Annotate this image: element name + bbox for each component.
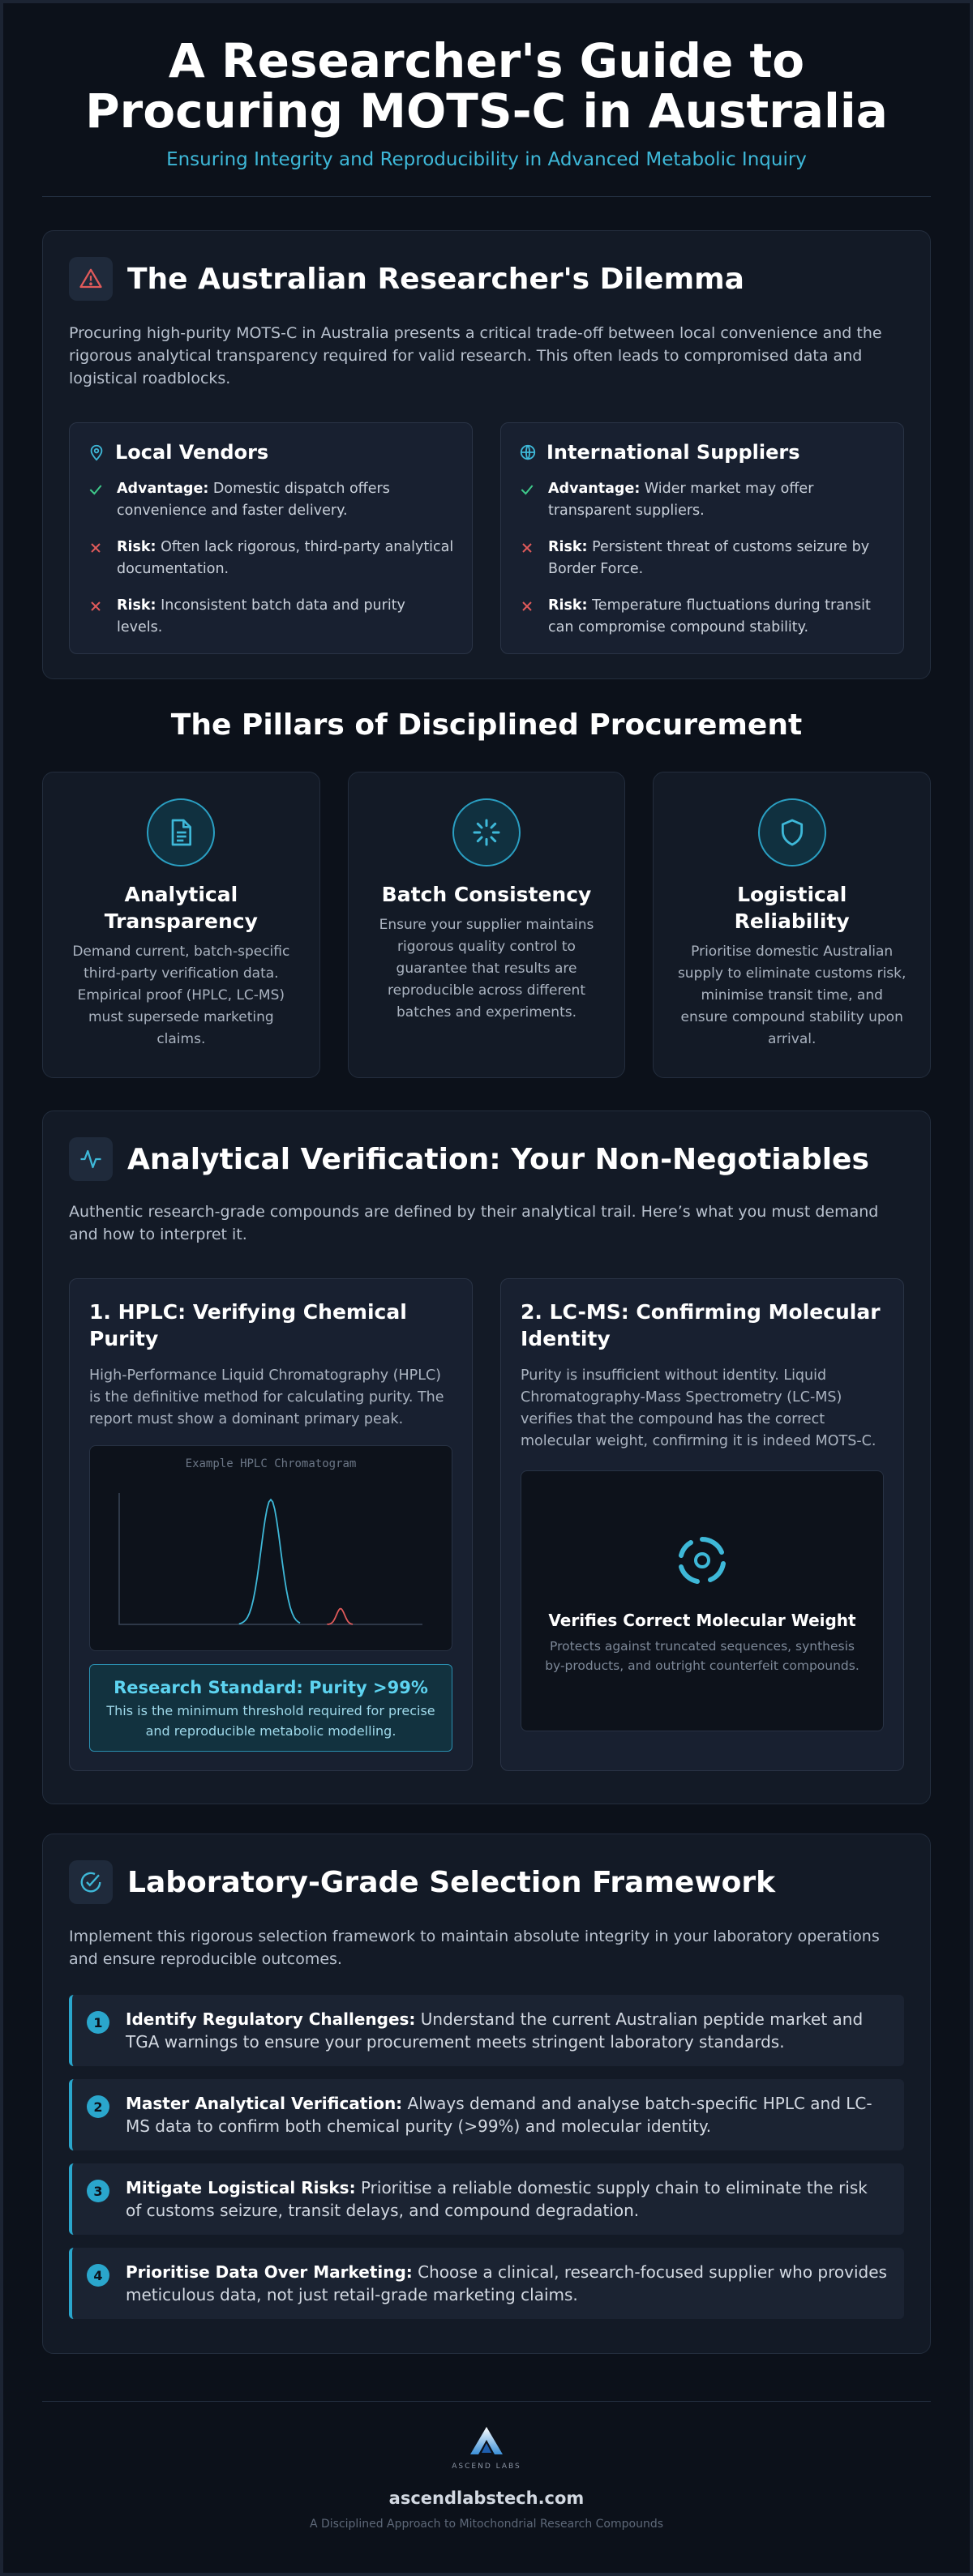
- pillar-text: Prioritise domestic Australian supply to eliminate customs risk, minimise transit time, and ensure compound stability upon arrival.: [677, 944, 907, 1047]
- lcms-title: 2. LC-MS: Confirming Molecular Identity: [521, 1300, 881, 1350]
- research-standard-title: Research Standard: Purity >99%: [114, 1678, 428, 1697]
- pillar-card: [42, 772, 320, 1078]
- step-label: Mitigate Logistical Risks:: [126, 2178, 356, 2197]
- page-title: [42, 33, 931, 139]
- step-number: 2: [87, 2095, 109, 2118]
- page-title-line1: A Researcher's Guide to: [168, 33, 805, 88]
- item-text: Often lack rigorous, third-party analytical documentation.: [117, 539, 454, 577]
- pillar-title: Logistical Reliability: [734, 883, 850, 933]
- analytical-intro: Authentic research-grade compounds are defined by their analytical trail. Here’s what you must demand and how to interpret it.: [69, 1203, 879, 1243]
- hplc-text: High-Performance Liquid Chromatography (HPLC) is the definitive method for calculating purity. The report must show a dominant primary peak.: [89, 1367, 444, 1427]
- close-icon: [88, 595, 117, 639]
- molecular-weight-title: Verifies Correct Molecular Weight: [548, 1611, 856, 1630]
- pillar-card: [348, 772, 626, 1078]
- item-text: Wider market may offer transparent suppliers.: [548, 481, 814, 519]
- international-suppliers-card: [500, 422, 904, 654]
- framework-title: Laboratory-Grade Selection Framework: [127, 1865, 776, 1899]
- check-icon: [88, 478, 117, 522]
- analytical-title: Analytical Verification: Your Non-Negotiables: [127, 1142, 869, 1176]
- step-text: Always demand and analyse batch-specific HPLC and LC-MS data to confirm both chemical purity (>99%) and molecular identity.: [126, 2094, 872, 2136]
- pillar-title: Batch Consistency: [381, 883, 592, 906]
- pillar-text: Demand current, batch-specific third-party verification data. Empirical proof (HPLC, LC-MS) must supersede marketing claims.: [72, 944, 290, 1047]
- item-label: Advantage:: [117, 481, 209, 497]
- primary-peak: [240, 1500, 300, 1624]
- footer-divider: [42, 2401, 931, 2402]
- list-item: [519, 595, 885, 639]
- hplc-title: 1. HPLC: Verifying Chemical Purity: [89, 1300, 407, 1350]
- framework-steps: [69, 1995, 904, 2319]
- page-footer: [42, 2425, 931, 2531]
- globe-icon: [519, 443, 537, 461]
- page-subtitle: Ensuring Integrity and Reproducibility in Advanced Metabolic Inquiry: [166, 149, 807, 170]
- item-label: Risk:: [548, 539, 588, 555]
- item-label: Risk:: [117, 539, 156, 555]
- dilemma-title: The Australian Researcher's Dilemma: [127, 262, 744, 296]
- international-suppliers-title: International Suppliers: [547, 441, 800, 464]
- list-item: [69, 2248, 904, 2319]
- close-icon: [519, 537, 548, 580]
- site-link[interactable]: ascendlabstech.com: [388, 2488, 585, 2508]
- document-icon: [147, 798, 215, 867]
- list-item: [88, 595, 454, 639]
- hplc-chart: [89, 1445, 452, 1651]
- list-item: [88, 537, 454, 580]
- footer-tagline: A Disciplined Approach to Mitochondrial Research Compounds: [309, 2518, 664, 2531]
- pillars-row: [42, 772, 931, 1078]
- pillars-title: The Pillars of Disciplined Procurement: [170, 708, 803, 742]
- step-label: Identify Regulatory Challenges:: [126, 2009, 416, 2029]
- close-icon: [519, 595, 548, 639]
- item-text: Persistent threat of customs seizure by Border Force.: [548, 539, 870, 577]
- item-label: Risk:: [117, 597, 156, 614]
- step-label: Prioritise Data Over Marketing:: [126, 2262, 413, 2282]
- item-label: Advantage:: [548, 481, 641, 497]
- activity-icon: [69, 1137, 113, 1181]
- shield-icon: [758, 798, 826, 867]
- loader-icon: [452, 798, 521, 867]
- step-label: Master Analytical Verification:: [126, 2094, 403, 2113]
- molecular-weight-text: Protects against truncated sequences, synthesis by-products, and outright counterfeit compounds.: [545, 1639, 859, 1673]
- header-divider: [42, 196, 931, 197]
- step-text: Choose a clinical, research-focused supplier who provides meticulous data, not just retail-grade marketing claims.: [126, 2262, 887, 2304]
- chart-title: Example HPLC Chromatogram: [185, 1457, 357, 1470]
- local-vendors-card: [69, 422, 473, 654]
- local-vendors-title: Local Vendors: [115, 441, 269, 464]
- analytical-section: [42, 1110, 931, 1804]
- list-item: [519, 478, 885, 522]
- ascend-labs-logo: [464, 2425, 509, 2458]
- list-item: [69, 2163, 904, 2235]
- pillar-card: [653, 772, 931, 1078]
- step-number: 1: [87, 2011, 109, 2034]
- step-text: Understand the current Australian peptide market and TGA warnings to ensure your procurement meets stringent laboratory standards.: [126, 2009, 864, 2052]
- page-title-line2: Procuring MOTS-C in Australia: [85, 83, 888, 139]
- map-pin-icon: [88, 443, 105, 461]
- step-number: 4: [87, 2264, 109, 2287]
- impurity-peak: [328, 1609, 353, 1624]
- lcms-text: Purity is insufficient without identity. Liquid Chromatography-Mass Spectrometry (LC-MS) verifies that the compound has the correct molecular weight, confirming it is indeed MOTS-C.: [521, 1367, 877, 1449]
- list-item: [69, 1995, 904, 2066]
- list-item: [519, 537, 885, 580]
- dilemma-section: [42, 230, 931, 679]
- item-text: Domestic dispatch offers convenience and faster delivery.: [117, 481, 390, 519]
- item-text: Temperature fluctuations during transit can compromise compound stability.: [548, 597, 871, 635]
- research-standard-box: [89, 1664, 452, 1752]
- framework-intro: Implement this rigorous selection framework to maintain absolute integrity in your laboratory operations and ensure reproducible outcomes.: [69, 1928, 880, 1968]
- list-item: [88, 478, 454, 522]
- molecular-weight-box: [521, 1470, 884, 1731]
- framework-section: [42, 1834, 931, 2354]
- chart-axis: [119, 1493, 422, 1624]
- step-text: Prioritise a reliable domestic supply chain to eliminate the risk of customs seizure, transit delays, and compound degradation.: [126, 2178, 868, 2220]
- pillar-title: Analytical Transparency: [104, 883, 258, 933]
- page-header: [42, 33, 931, 170]
- hplc-chart-svg: [90, 1446, 452, 1650]
- item-label: Risk:: [548, 597, 588, 614]
- close-icon: [88, 537, 117, 580]
- list-item: [69, 2079, 904, 2150]
- lcms-card: [500, 1278, 904, 1771]
- research-standard-text: This is the minimum threshold required for precise and reproducible metabolic modelling.: [106, 1703, 435, 1739]
- logo-text: ASCEND LABS: [452, 2463, 521, 2471]
- step-number: 3: [87, 2180, 109, 2202]
- dilemma-intro: Procuring high-purity MOTS-C in Australia presents a critical trade-off between local convenience and the rigorous analytical transparency required for valid research. This often leads to compromised data and logistical roadblocks.: [69, 324, 882, 387]
- molecule-target-icon: [670, 1528, 735, 1593]
- item-text: Inconsistent batch data and purity levels.: [117, 597, 405, 635]
- hplc-card: [69, 1278, 473, 1771]
- check-icon: [519, 478, 548, 522]
- pillar-text: Ensure your supplier maintains rigorous quality control to guarantee that results are reproducible across different batches and experiments.: [379, 917, 594, 1021]
- check-circle-icon: [69, 1860, 113, 1904]
- warning-triangle-icon: [69, 257, 113, 301]
